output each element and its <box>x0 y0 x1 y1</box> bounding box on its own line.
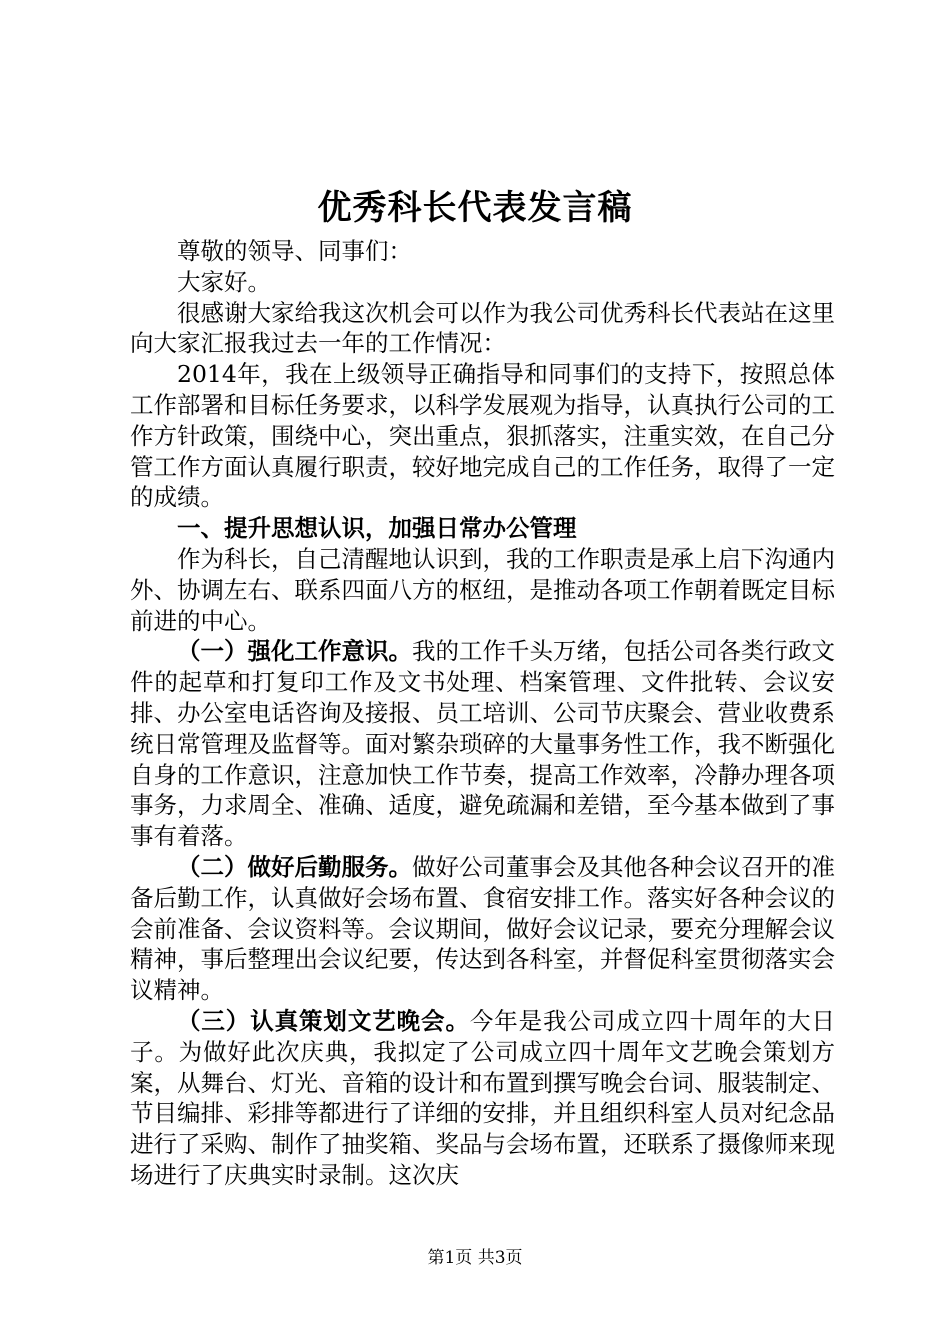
item3-paragraph <box>130 1006 835 1191</box>
summary-paragraph: 2014年，我在上级领导正确指导和同事们的支持下，按照总体工作部署和目标任务要求，以科学发展观为指导，认真执行公司的工作方针政策，围绕中心，突出重点，狠抓落实，注重实效，在自己分管工作方面认真履行职责，较好地完成自己的工作任务，取得了一定的成绩。 <box>130 360 835 512</box>
item3-body: 今年是我公司成立四十周年的大日子。为做好此次庆典，我拟定了公司成立四十周年文艺晚会策划方案，从舞台、灯光、音箱的设计和布置到撰写晚会台词、服装制定、节目编排、彩排等都进行了详细的安排，并且组织科室人员对纪念品进行了采购、制作了抽奖箱、奖品与会场布置，还联系了摄像师来现场进行了庆典实时录制。这次庆 <box>130 1006 836 1189</box>
item3-title: （三）认真策划文艺晚会。 <box>177 1006 470 1035</box>
section1-heading: 一、提升思想认识，加强日常办公管理 <box>177 514 577 543</box>
item2-title: （二）做好后勤服务。 <box>177 852 412 881</box>
intro-paragraph: 很感谢大家给我这次机会可以作为我公司优秀科长代表站在这里向大家汇报我过去一年的工作情况： <box>130 298 835 358</box>
item2-paragraph <box>130 852 835 1006</box>
greeting-paragraph: 尊敬的领导、同事们： <box>177 237 412 265</box>
page-footer: 第1页 共3页 <box>427 1248 523 1268</box>
document-body <box>130 236 835 1191</box>
item1-body: 我的工作千头万绪，包括公司各类行政文件的起草和打复印工作及文书处理、档案管理、文件批转、会议安排、办公室电话咨询及接报、员工培训、公司节庆聚会、营业收费系统日常管理及监督等。面对繁杂琐碎的大量事务性工作，我不断强化自身的工作意识，注意加快工作节奏，提高工作效率，冷静办理各项事务，力求周全、准确、适度，避免疏漏和差错，至今基本做到了事事有着落。 <box>130 637 835 851</box>
item1-paragraph <box>130 636 835 852</box>
item2-body: 做好公司董事会及其他各种会议召开的准备后勤工作，认真做好会场布置、食宿安排工作。落实好各种会议的会前准备、会议资料等。会议期间，做好会议记录，要充分理解会议精神，事后整理出会议纪要，传达到各科室，并督促科室贯彻落实会议精神。 <box>130 852 835 1005</box>
section1-paragraph: 作为科长，自己清醒地认识到，我的工作职责是承上启下沟通内外、协调左右、联系四面八方的枢纽，是推动各项工作朝着既定目标前进的中心。 <box>130 544 835 635</box>
hello-paragraph: 大家好。 <box>177 267 271 296</box>
item1-title: （一）强化工作意识。 <box>177 637 412 666</box>
document-title: 优秀科长代表发言稿 <box>317 188 633 228</box>
